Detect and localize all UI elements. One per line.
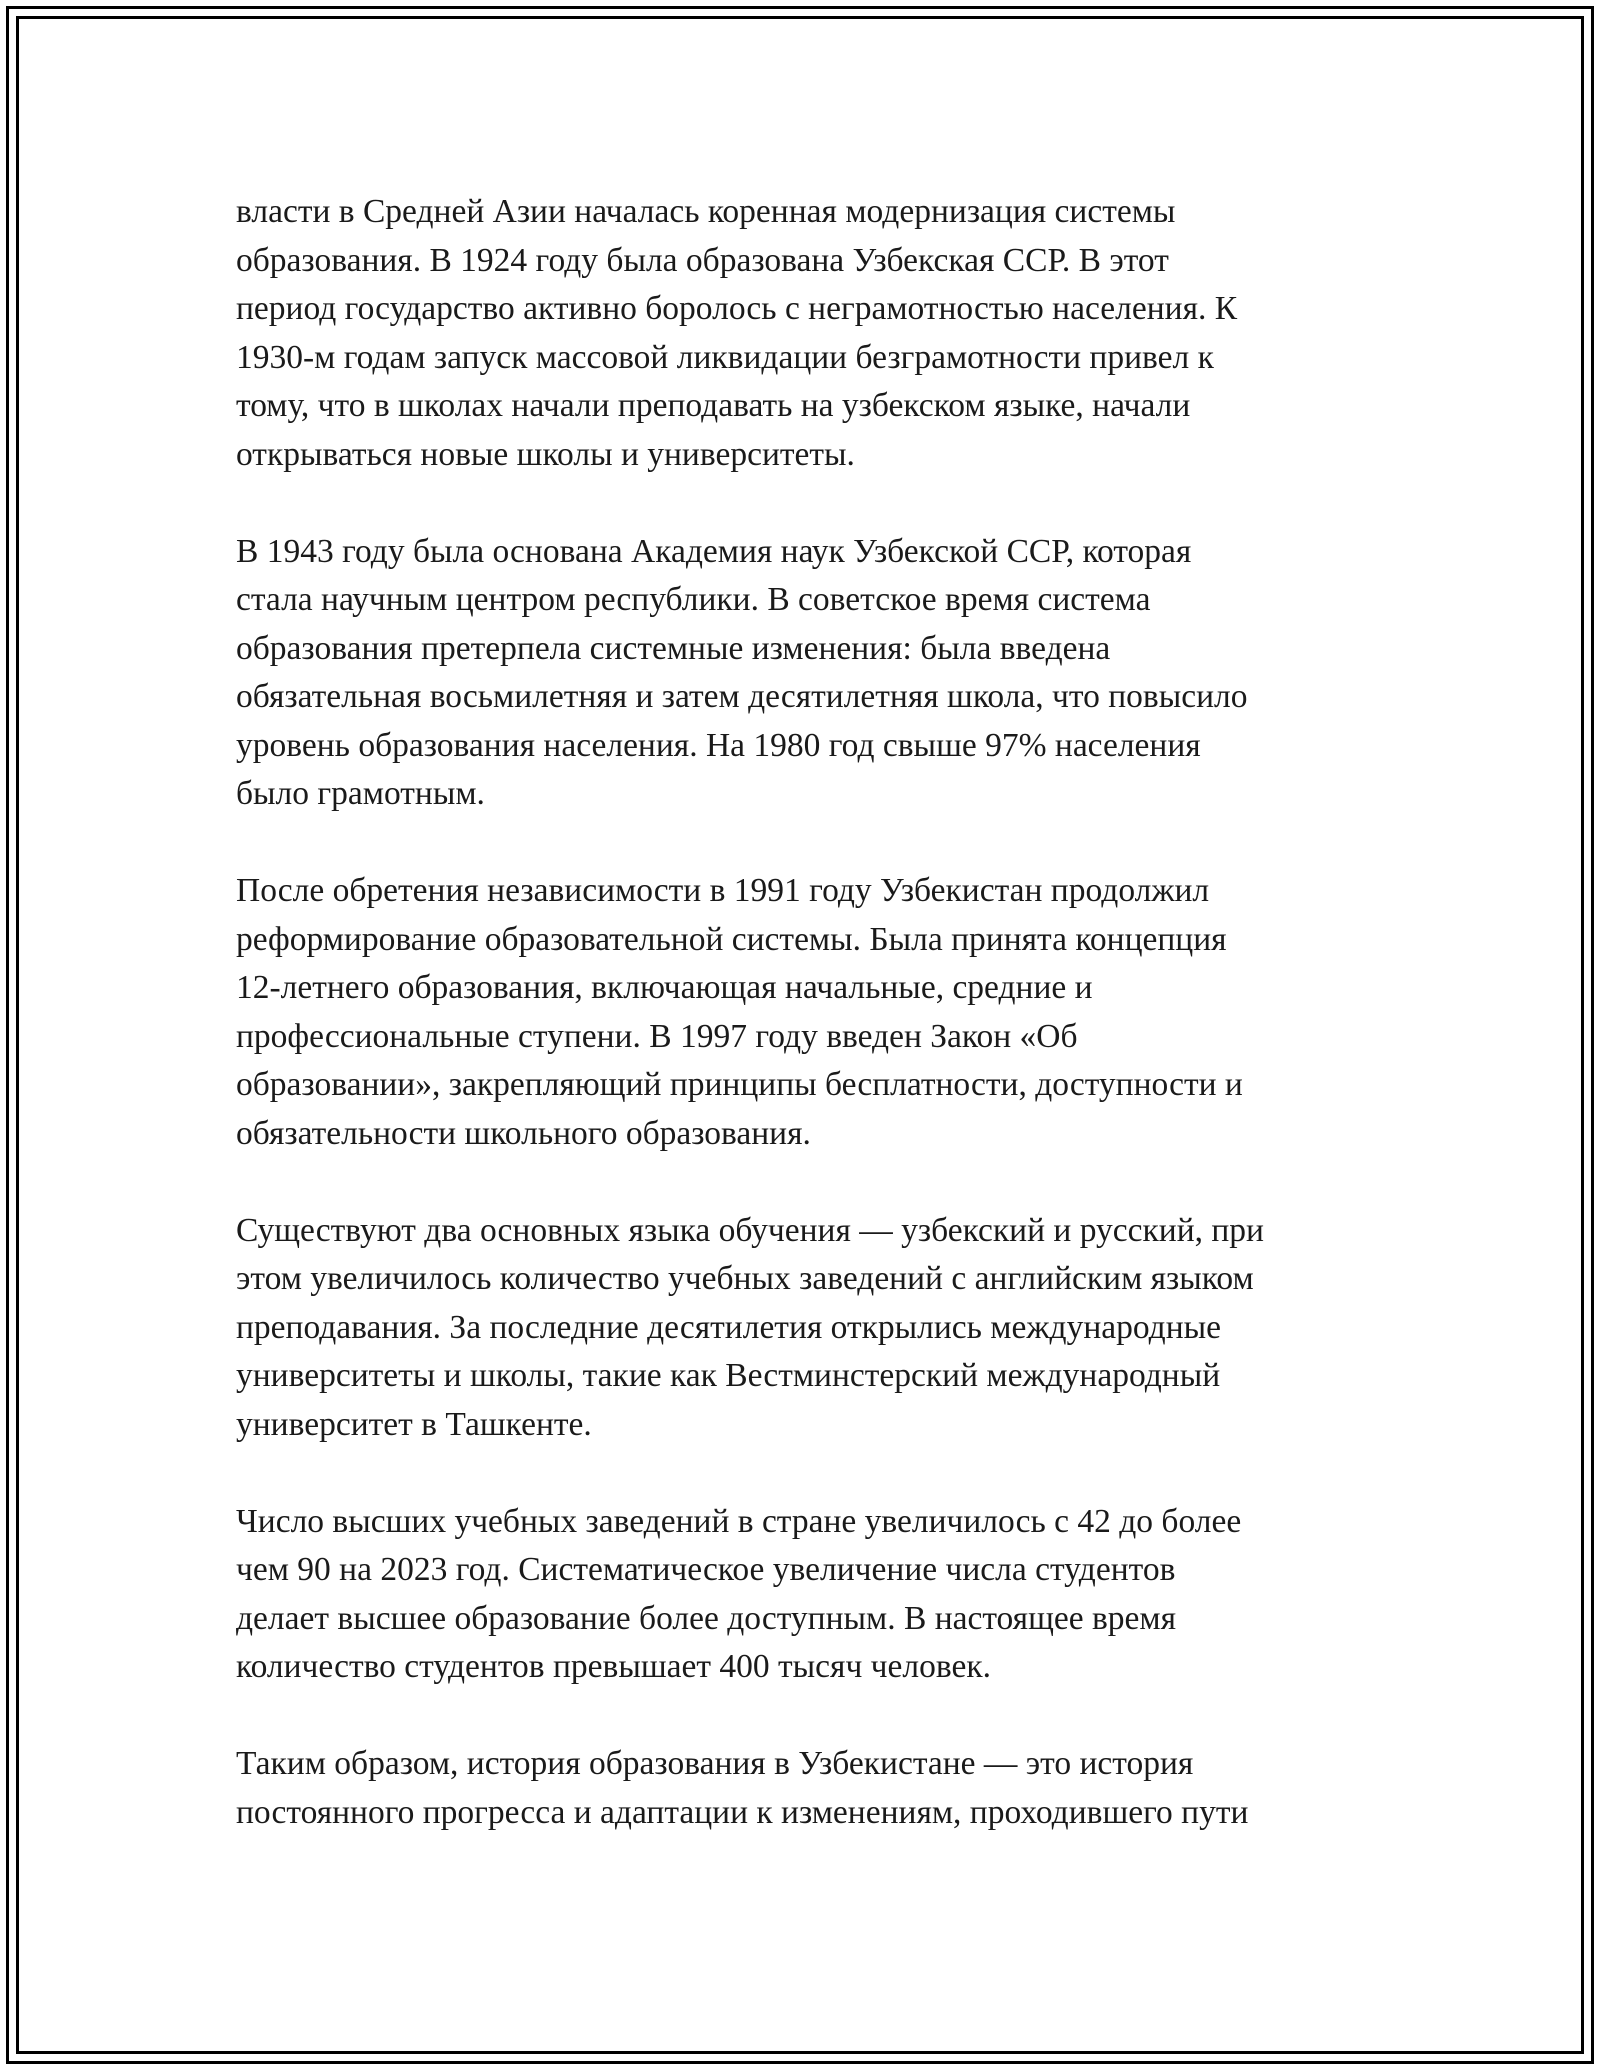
text-line: университет в Ташкенте. xyxy=(236,1405,592,1443)
text-line: обязательности школьного образования. xyxy=(236,1114,811,1152)
text-line: Таким образом, история образования в Узбекистане — это история xyxy=(236,1745,1194,1782)
paragraph-conclusion xyxy=(236,1740,1386,1837)
text-line: образования. В 1924 году была образована Узбекская ССР. В этот xyxy=(236,241,1169,279)
text-line: преподавания. За последние десятилетия открылись международные xyxy=(236,1308,1221,1346)
paragraph-higher-education xyxy=(236,1498,1386,1692)
text-line: 12-летнего образования, включающая начальные, средние и xyxy=(236,969,1093,1006)
text-line: Существуют два основных языка обучения — узбекский и русский, при xyxy=(236,1211,1264,1249)
text-line: тому, что в школах начали преподавать на узбекском языке, начали xyxy=(236,387,1191,424)
text-line: количество студентов превышает 400 тысяч человек. xyxy=(236,1648,992,1685)
text-line: Число высших учебных заведений в стране увеличилось с 42 до более xyxy=(236,1502,1242,1540)
text-line: было грамотным. xyxy=(236,775,485,812)
text-line: 1930-м годам запуск массовой ликвидации безграмотности привел к xyxy=(236,338,1214,376)
text-line: стала научным центром республики. В советское время система xyxy=(236,581,1151,618)
paragraph-soviet-modernization xyxy=(236,188,1386,479)
text-line: образовании», закрепляющий принципы бесплатности, доступности и xyxy=(236,1066,1243,1103)
text-line: образования претерпела системные изменения: была введена xyxy=(236,629,1111,667)
text-line: В 1943 году была основана Академия наук Узбекской ССР, которая xyxy=(236,532,1192,570)
text-line: После обретения независимости в 1991 году Узбекистан продолжил xyxy=(236,872,1210,909)
paragraph-academy-of-sciences xyxy=(236,528,1386,819)
text-line: университеты и школы, такие как Вестминстерский международный xyxy=(236,1357,1221,1394)
text-line: постоянного прогресса и адаптации к изменениям, проходившего пути xyxy=(236,1793,1249,1831)
text-line: реформирование образовательной системы. Была принята концепция xyxy=(236,920,1227,958)
text-line: чем 90 на 2023 год. Систематическое увеличение числа студентов xyxy=(236,1551,1176,1588)
paragraph-independence-reform xyxy=(236,867,1386,1158)
text-line: делает высшее образование более доступным. В настоящее время xyxy=(236,1599,1177,1637)
text-line: период государство активно боролось с неграмотностью населения. К xyxy=(236,290,1238,327)
text-line: этом увеличилось количество учебных заведений с английским языком xyxy=(236,1260,1254,1297)
text-line: открываться новые школы и университеты. xyxy=(236,435,855,473)
text-line: власти в Средней Азии началась коренная модернизация системы xyxy=(236,193,1176,230)
document-body xyxy=(236,188,1386,1886)
text-line: профессиональные ступени. В 1997 году введен Закон «Об xyxy=(236,1017,1078,1055)
text-line: уровень образования населения. На 1980 год свыше 97% населения xyxy=(236,726,1201,764)
paragraph-languages-of-instruction xyxy=(236,1207,1386,1450)
text-line: обязательная восьмилетняя и затем десятилетняя школа, что повысило xyxy=(236,678,1248,715)
